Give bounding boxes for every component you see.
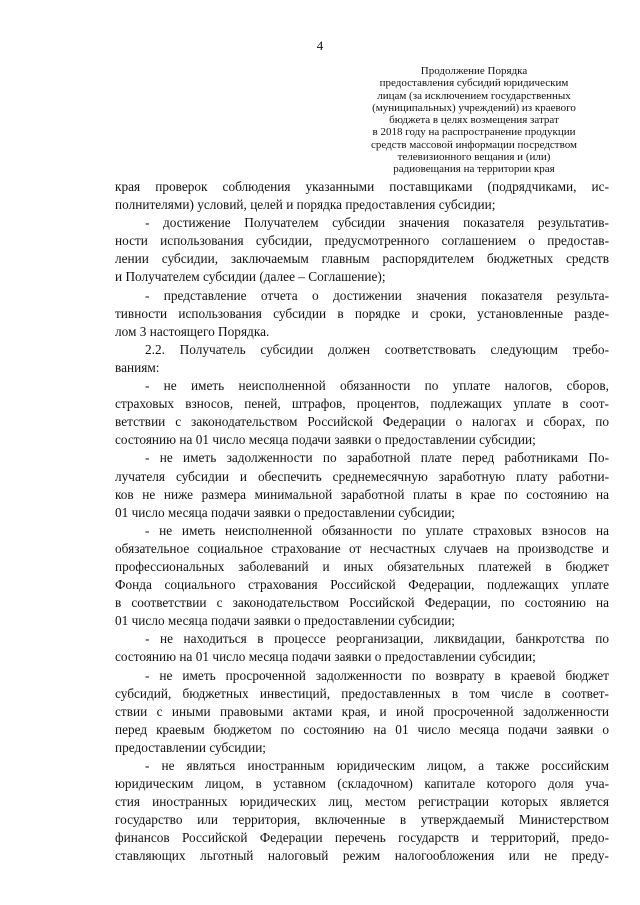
body-line: юридическим лицом, в уставном (складочном) капитале которого доля уча- (115, 776, 609, 792)
body-line: - не иметь неисполненной обязанности по уплате налогов, сборов, (145, 378, 609, 394)
body-line: - не иметь неисполненной обязанности по уплате страховых взносов на (145, 522, 609, 538)
body-line: ствии с иными правовыми актами края, и иной просроченной задолженности (115, 703, 609, 719)
header-line: лицам (за исключением государственных (377, 89, 571, 102)
body-line: 01 число месяца подачи заявки о предоставлении субсидии; (115, 504, 456, 520)
body-line: - не являться иностранным юридическим лицом, а также российским (145, 758, 609, 773)
header-line: радиовещания на территории края (393, 163, 555, 176)
body-line: предоставлении субсидии; (115, 739, 266, 755)
body-line: в соответствии с законодательством Российской Федерации, по состоянию на (115, 595, 609, 611)
body-line: ставляющих льготный налоговый режим налогообложения или не преду- (115, 848, 609, 864)
header-line: Продолжение Порядка (420, 65, 528, 77)
body-line: ваниям: (115, 359, 160, 375)
body-line: субсидий, бюджетных инвестиций, предоставленных в том числе в соответ- (115, 685, 609, 701)
page-number: 4 (316, 38, 324, 53)
body-line: состоянию на 01 число месяца подачи заявки о предоставлении субсидии; (115, 432, 536, 448)
document-header (352, 65, 596, 176)
body-line: профессиональных заболеваний и иных обязательных платежей в бюджет (115, 558, 609, 574)
body-line: состоянию на 01 число месяца подачи заявки о предоставлении субсидии; (115, 649, 536, 665)
body-line: государство или территория, включенные в утверждаемый Министерством (115, 812, 609, 828)
header-line: средств массовой информации посредством (371, 138, 577, 151)
body-line: финансов Российской Федерации перечень государств и территорий, предо- (115, 830, 609, 846)
body-line: края проверок соблюдения указанными поставщиками (подрядчиками, ис- (115, 179, 609, 194)
body-line: 2.2. Получатель субсидии должен соответствовать следующим требо- (145, 341, 609, 357)
body-line: полнителями) условий, целей и порядка предоставления субсидии; (115, 197, 496, 213)
header-line: в 2018 году на распространение продукции (372, 126, 576, 139)
body-line: страховых взносов, пеней, штрафов, процентов, подлежащих уплате в соот- (115, 396, 609, 412)
body-line: обязательное социальное страхование от несчастных случаев на производстве и (115, 540, 609, 556)
body-line: лом 3 настоящего Порядка. (115, 323, 270, 339)
header-line: телевизионного вещания и (или) (397, 151, 551, 164)
header-line: предоставления субсидий юридическим (379, 77, 569, 90)
body-line: перед краевым бюджетом по состоянию на 01 число месяца подачи заявки о (115, 721, 609, 737)
header-line: бюджета в целях возмещения затрат (389, 114, 559, 127)
header-line: (муниципальных) учреждений) из краевого (372, 101, 576, 114)
body-text (115, 178, 609, 866)
body-line: - не иметь просроченной задолженности по возврату в краевой бюджет (145, 667, 609, 683)
body-line: - не иметь задолженности по заработной плате перед работниками По- (145, 450, 609, 466)
body-line: - достижение Получателем субсидии значения показателя результатив- (145, 215, 609, 231)
body-line: Фонда социального страхования Российской Федерации, подлежащих уплате (115, 577, 609, 593)
body-line: - представление отчета о достижении значения показателя результа- (145, 287, 609, 303)
body-line: лучателя субсидии и обеспечить среднемесячную заработную плату работни- (115, 468, 609, 484)
body-line: тивности использования субсидии в порядке и сроки, установленные разде- (115, 305, 609, 321)
body-line: 01 число месяца подачи заявки о предоставлении субсидии; (115, 613, 456, 629)
body-line: ков не ниже размера минимальной заработной платы в крае по состоянию на (115, 486, 609, 502)
body-line: ности использования субсидии, предусмотренного соглашением о предостав- (115, 233, 609, 249)
body-line: ветствии с законодательством Российской Федерации о налогах и сборах, по (115, 414, 609, 430)
body-line: стия иностранных юридических лиц, местом регистрации которых является (115, 794, 609, 810)
body-line: лении субсидии, заключаемым главным распорядителем бюджетных средств (115, 251, 609, 267)
body-line: и Получателем субсидии (далее – Соглашение); (115, 269, 386, 285)
body-line: - не находиться в процессе реорганизации, ликвидации, банкротства по (145, 631, 609, 647)
